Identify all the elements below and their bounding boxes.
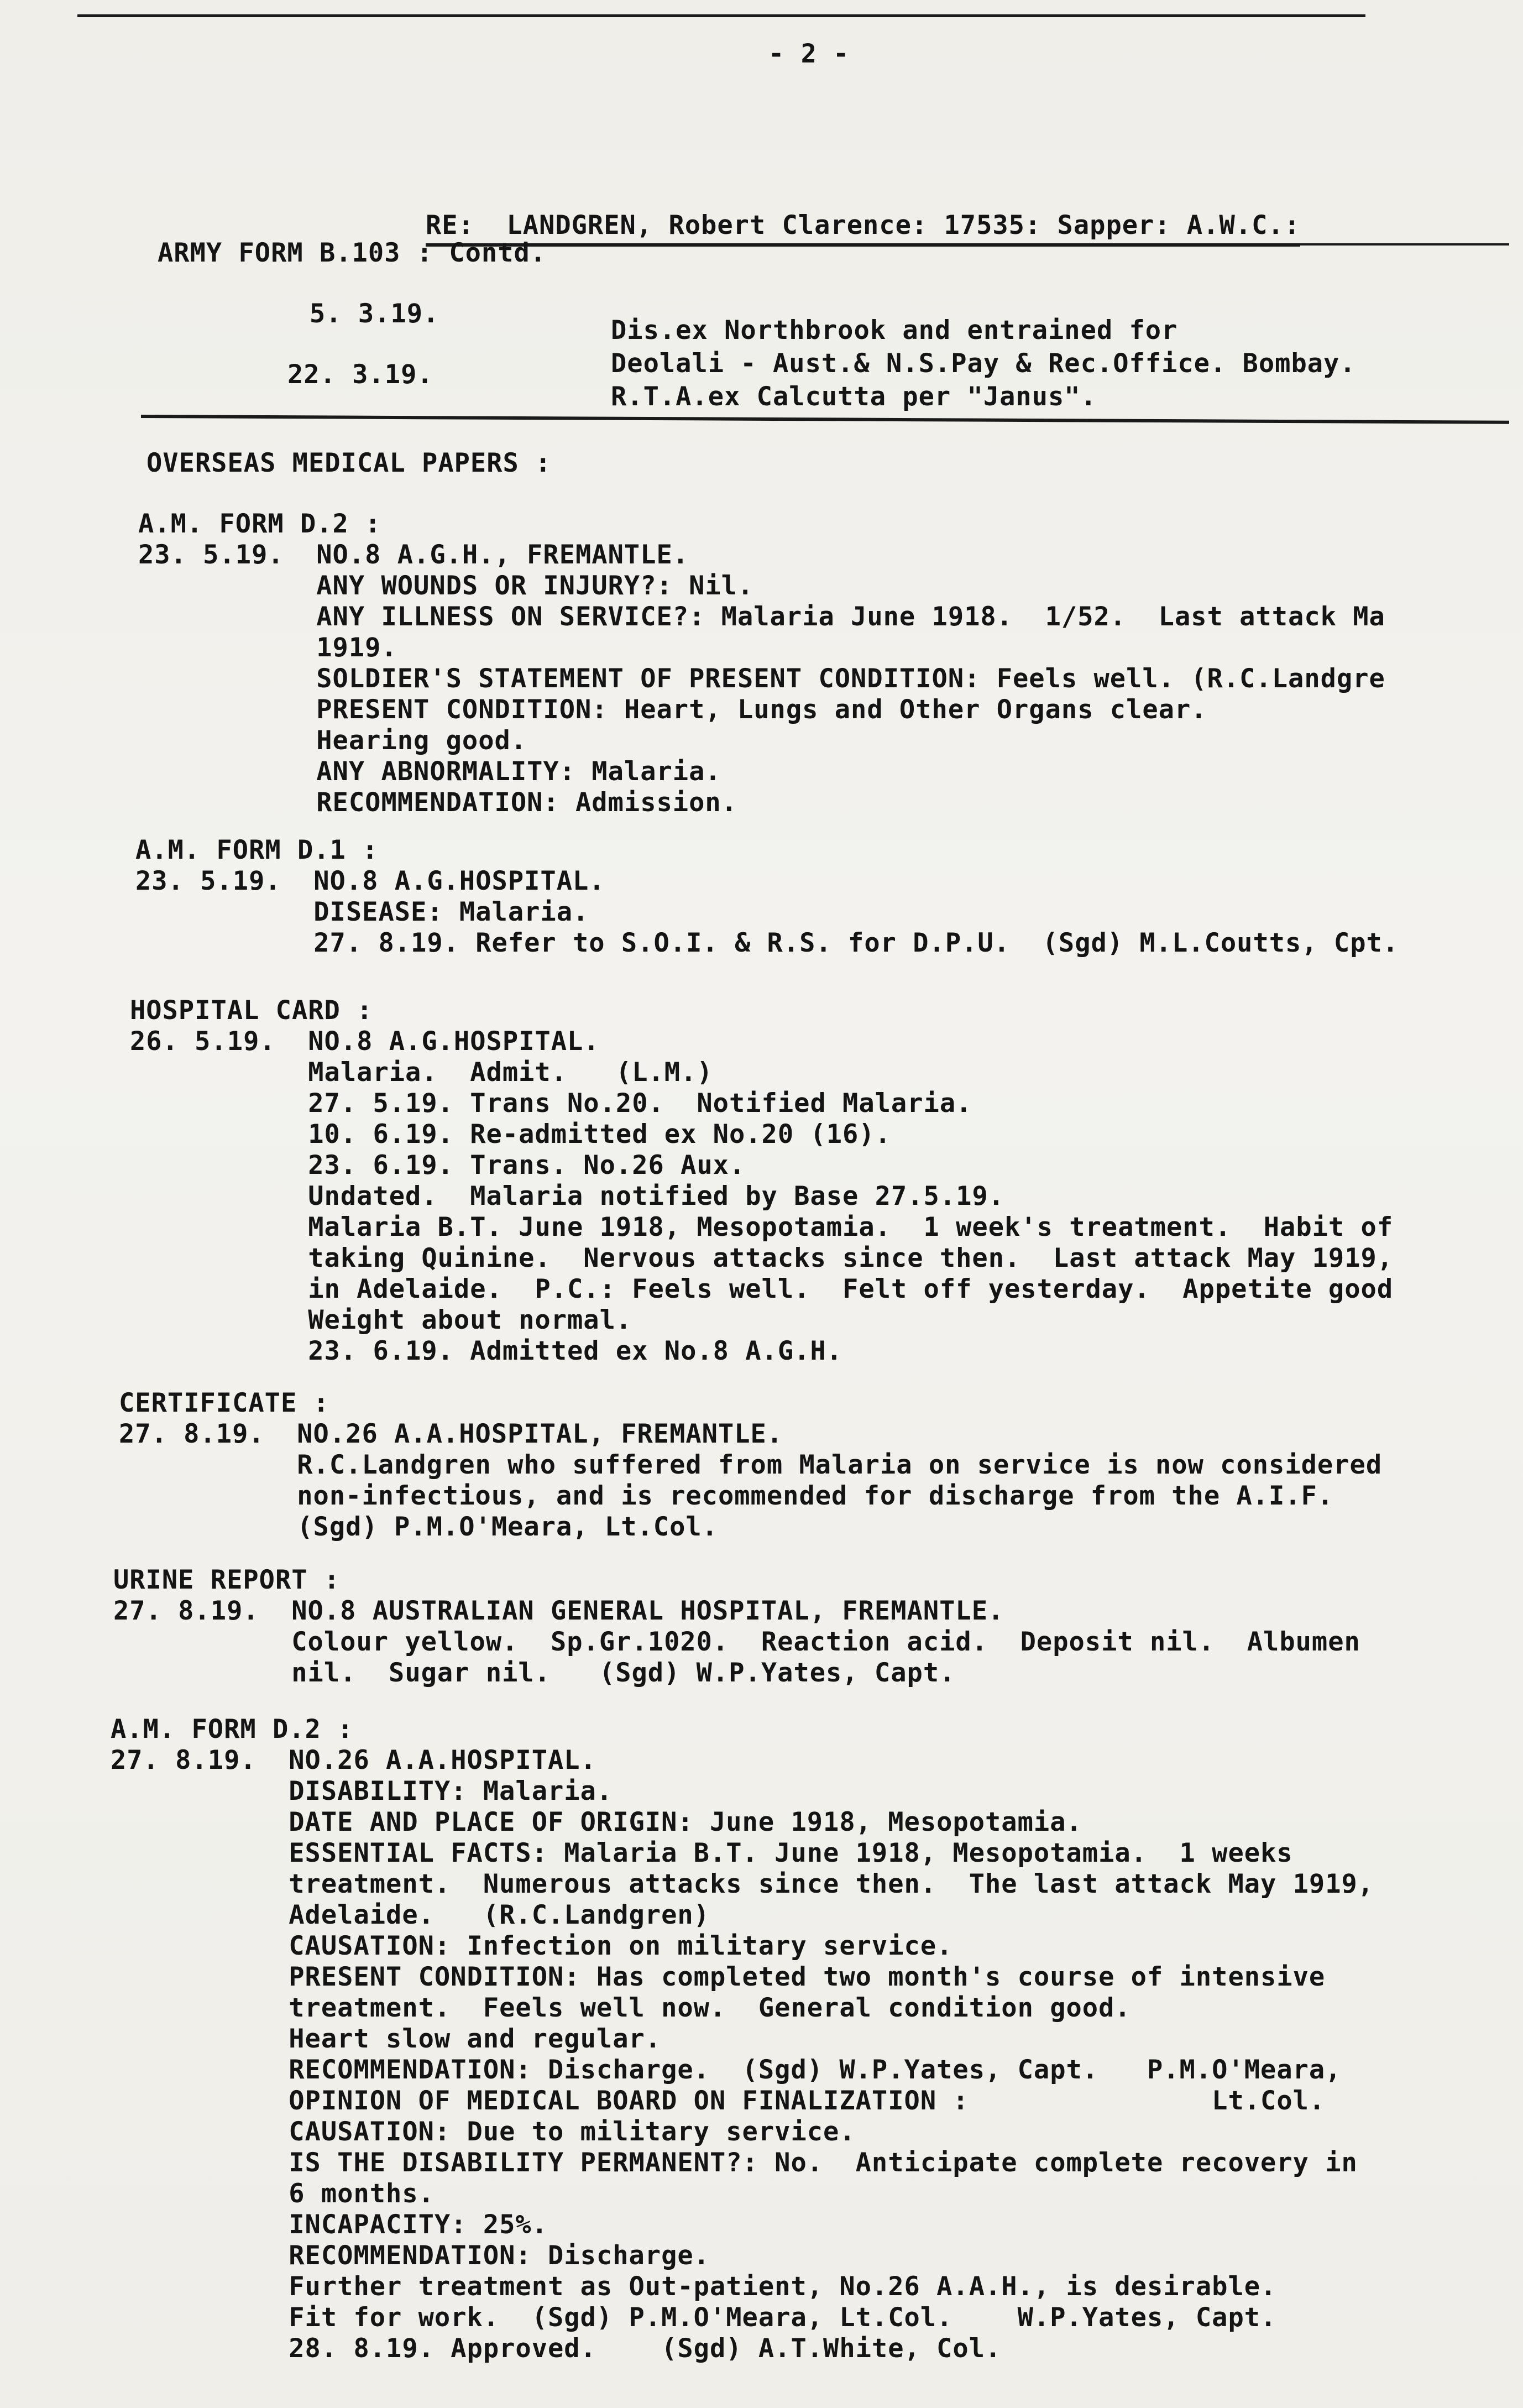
text-line: 26. 5.19. NO.8 A.G.HOSPITAL. — [130, 1026, 600, 1057]
text-line: ANY ABNORMALITY: Malaria. — [138, 756, 721, 787]
text-line: Heart slow and regular. — [111, 2024, 662, 2054]
text-line: 27. 8.19. NO.8 AUSTRALIAN GENERAL HOSPITAL, FREMANTLE. — [113, 1596, 1004, 1626]
section-body — [135, 866, 1399, 959]
army-form-heading: ARMY FORM B.103 : Contd. — [158, 238, 547, 268]
text-line: 27. 8.19. Refer to S.O.I. & R.S. for D.P.U. (Sgd) M.L.Coutts, Cpt. — [135, 928, 1399, 958]
section-heading: A.M. FORM D.2 : — [111, 1714, 354, 1744]
text-line: Malaria. Admit. (L.M.) — [130, 1057, 713, 1088]
text-line: DISEASE: Malaria. — [135, 897, 589, 927]
entry-date-1: 5. 3.19. — [310, 299, 439, 329]
text-line: 28. 8.19. Approved. (Sgd) A.T.White, Col. — [111, 2333, 1002, 2364]
section-body — [119, 1419, 1382, 1543]
re-underline-rule — [426, 243, 1509, 245]
text-line: Malaria B.T. June 1918, Mesopotamia. 1 week's treatment. Habit of — [130, 1212, 1394, 1242]
text-line: 23. 6.19. Admitted ex No.8 A.G.H. — [130, 1336, 843, 1366]
top-edge-line — [77, 14, 1365, 17]
text-line: RECOMMENDATION: Discharge. — [111, 2240, 710, 2271]
entry-text-3: R.T.A.ex Calcutta per "Janus". — [611, 382, 1097, 412]
entry-text-2: Deolali - Aust.& N.S.Pay & Rec.Office. Bombay. — [611, 348, 1356, 379]
text-line: Colour yellow. Sp.Gr.1020. Reaction acid. Deposit nil. Albumen — [113, 1627, 1360, 1657]
text-line: ANY WOUNDS OR INJURY?: Nil. — [138, 571, 754, 601]
text-line: 23. 6.19. Trans. No.26 Aux. — [130, 1150, 746, 1181]
text-line: 27. 8.19. NO.26 A.A.HOSPITAL. — [111, 1745, 596, 1775]
section-body — [130, 1026, 1393, 1367]
text-line: Hearing good. — [138, 725, 527, 756]
text-line: nil. Sugar nil. (Sgd) W.P.Yates, Capt. — [113, 1658, 956, 1688]
text-line: PRESENT CONDITION: Has completed two month's course of intensive — [111, 1962, 1326, 1992]
text-line: in Adelaide. P.C.: Feels well. Felt off yesterday. Appetite good — [130, 1274, 1394, 1304]
text-line: ESSENTIAL FACTS: Malaria B.T. June 1918, Mesopotamia. 1 weeks — [111, 1838, 1293, 1868]
text-line: 27. 5.19. Trans No.20. Notified Malaria. — [130, 1088, 972, 1119]
text-line: Fit for work. (Sgd) P.M.O'Meara, Lt.Col. W.P.Yates, Capt. — [111, 2302, 1277, 2333]
text-line: non-infectious, and is recommended for discharge from the A.I.F. — [119, 1481, 1334, 1511]
section-heading: CERTIFICATE : — [119, 1388, 329, 1418]
section-heading: HOSPITAL CARD : — [130, 995, 373, 1026]
text-line: Adelaide. (R.C.Landgren) — [111, 1900, 710, 1930]
text-line: OPINION OF MEDICAL BOARD ON FINALIZATION : Lt.Col. — [111, 2086, 1326, 2116]
text-line: Further treatment as Out-patient, No.26 A.A.H., is desirable. — [111, 2271, 1277, 2302]
section-body — [138, 540, 1385, 818]
text-line: (Sgd) P.M.O'Meara, Lt.Col. — [119, 1512, 718, 1542]
text-line: CAUSATION: Infection on military service. — [111, 1931, 953, 1961]
text-line: SOLDIER'S STATEMENT OF PRESENT CONDITION: Feels well. (R.C.Landgre — [138, 664, 1385, 694]
re-line: RE: LANDGREN, Robert Clarence: 17535: Sapper: A.W.C.: — [426, 210, 1300, 247]
text-line: DATE AND PLACE OF ORIGIN: June 1918, Mesopotamia. — [111, 1807, 1082, 1837]
text-line: 10. 6.19. Re-admitted ex No.20 (16). — [130, 1119, 891, 1150]
text-line: ANY ILLNESS ON SERVICE?: Malaria June 1918. 1/52. Last attack Ma — [138, 602, 1385, 632]
section-body — [113, 1596, 1360, 1689]
text-line: IS THE DISABILITY PERMANENT?: No. Anticipate complete recovery in — [111, 2148, 1358, 2178]
text-line: treatment. Numerous attacks since then. The last attack May 1919, — [111, 1869, 1374, 1899]
text-line: RECOMMENDATION: Admission. — [138, 787, 737, 818]
text-line: R.C.Landgren who suffered from Malaria on service is now considered — [119, 1450, 1383, 1480]
text-line: PRESENT CONDITION: Heart, Lungs and Other Organs clear. — [138, 694, 1207, 725]
section-body — [111, 1745, 1374, 2364]
text-line: Undated. Malaria notified by Base 27.5.19. — [130, 1181, 1005, 1211]
section-heading: URINE REPORT : — [113, 1565, 341, 1595]
entry-text-1: Dis.ex Northbrook and entrained for — [611, 315, 1178, 346]
page-number: - 2 - — [768, 39, 850, 69]
text-line: DISABILITY: Malaria. — [111, 1776, 613, 1806]
text-line: INCAPACITY: 25%. — [111, 2209, 548, 2240]
section-divider-rule — [141, 415, 1509, 424]
text-line: taking Quinine. Nervous attacks since then. Last attack May 1919, — [130, 1243, 1394, 1273]
text-line: CAUSATION: Due to military service. — [111, 2117, 856, 2147]
section-heading: A.M. FORM D.1 : — [135, 835, 379, 865]
text-line: 6 months. — [111, 2179, 435, 2209]
text-line: treatment. Feels well now. General condition good. — [111, 1993, 1131, 2023]
section-heading: A.M. FORM D.2 : — [138, 509, 381, 539]
entry-date-3: 22. 3.19. — [287, 359, 433, 390]
text-line: 23. 5.19. NO.8 A.G.H., FREMANTLE. — [138, 540, 689, 570]
overseas-medical-heading: OVERSEAS MEDICAL PAPERS : — [146, 448, 552, 478]
text-line: 1919. — [138, 633, 397, 663]
text-line: RECOMMENDATION: Discharge. (Sgd) W.P.Yates, Capt. P.M.O'Meara, — [111, 2055, 1342, 2085]
text-line: 23. 5.19. NO.8 A.G.HOSPITAL. — [135, 866, 605, 896]
text-line: Weight about normal. — [130, 1305, 632, 1335]
text-line: 27. 8.19. NO.26 A.A.HOSPITAL, FREMANTLE. — [119, 1419, 783, 1449]
